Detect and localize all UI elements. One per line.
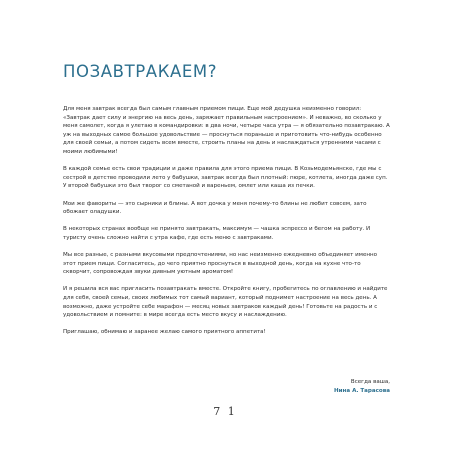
paragraph-4: В некоторых странах вообще не принято завтракать, максимум — чашка эспрессо и бегом на работу. И туристу очень сложно найти с утра кафе, где есть меню с завтраками.: [63, 226, 371, 241]
paragraph-6: И я решила вся вас пригласить позавтракать вместе. Откройте книгу, пробегитесь по оглавлению и найдите для себя, своей семьи, своих любимых тот самый вариант, который поднимет настроение на весь день. А возможно, даже устройте себе марафон — месяц новых завтраков каждый день! Готовьте на радость и с удовольствием и помните: в мире всегда есть место вкусу и наслаждению.: [63, 286, 388, 319]
signature: [334, 378, 390, 395]
paragraph-2: В каждой семье есть свои традиции и даже правила для этого приема пищи. В Козьмодемьянске, где мы с сестрой в детстве проводили лето у бабушки, завтрак всегда был плотный: пюре, котлета, иногда даже суп. У второй бабушки это был творог со сметаной и вареньем, омлет или каша из печки.: [63, 166, 388, 190]
page-number: 7 1: [213, 405, 237, 418]
paragraph-5: Мы все разные, с разными вкусовыми предпочтениями, но нас неизменно ежедневно объединяет именно этот прием пищи. Согласитесь, до чего приятно проснуться в выходной день, когда на кухне что-то скворчит, сопровождая звуки дивным уютным ароматом!: [63, 252, 378, 276]
body-text: [63, 105, 390, 346]
signature-name: Нина А. Тарасова: [334, 387, 390, 394]
signature-closing: Всегда ваша,: [350, 379, 390, 385]
page-title: ПОЗАВТРАКАЕМ?: [63, 62, 218, 81]
paragraph-3: Мои же фавориты — это сырники и блины. А вот дочка у меня почему-то блины не любит совсем, зато обожает оладушки.: [63, 200, 367, 216]
paragraph-7: Приглашаю, обнимаю и заранее желаю самого приятного аппетита!: [63, 329, 266, 336]
paragraph-1: Для меня завтрак всегда был самым главным приемом пищи. Еще мой дедушка неизменно говорил: «Завтрак дает силу и энергию на весь день, заряжает правильным настроением». И неважно, во сколько у меня самолет, когда я улетаю в командировки: в два ночи, четыре часа утра — я обязательно позавтракаю. А уж на выходных самое большое удовольствие — проснуться пораньше и приготовить что-нибудь особенно для своей семьи, а потом сидеть всем вместе, строить планы на день и наслаждаться утренними часами с моими любимыми!: [63, 106, 390, 155]
